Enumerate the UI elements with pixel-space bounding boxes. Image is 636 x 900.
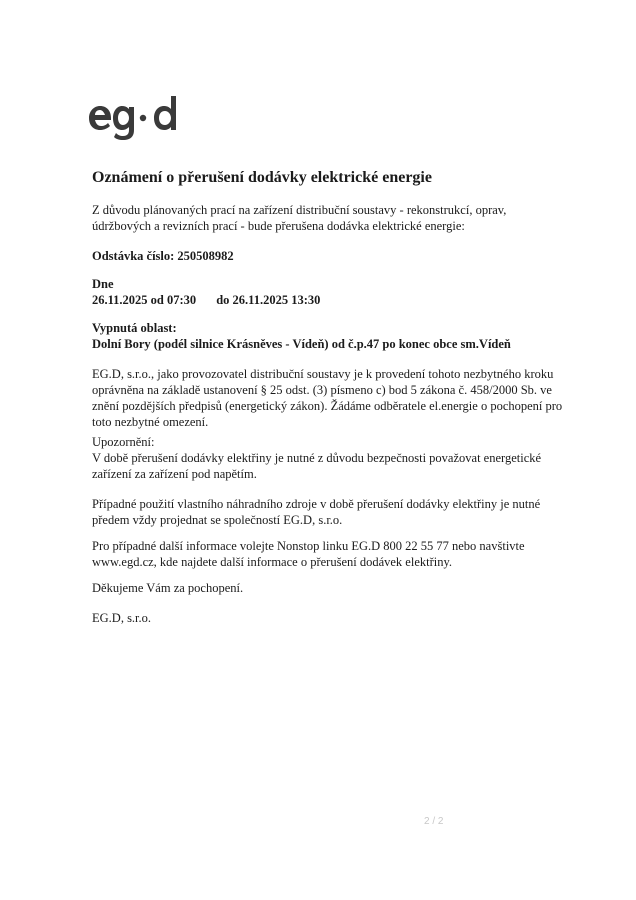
warning-label: Upozornění:	[92, 435, 155, 449]
date-range	[92, 292, 320, 308]
egd-logo	[88, 96, 200, 140]
area-value: Dolní Bory (podél silnice Krásněves - Vídeň) od č.p.47 po konec obce sm.Vídeň	[92, 337, 511, 351]
date-from: 26.11.2025 od 07:30	[92, 293, 197, 307]
legal-line: EG.D, s.r.o., jako provozovatel distribuční soustavy je k provedení tohoto nezbytného kroku	[92, 367, 554, 381]
page-title: Oznámení o přerušení dodávky elektrické energie	[92, 169, 432, 186]
backup-source-line: předem vždy projednat se společností EG.D, s.r.o.	[92, 513, 343, 527]
outage-number: Odstávka číslo: 250508982	[92, 249, 234, 263]
signature: EG.D, s.r.o.	[92, 611, 152, 625]
intro-line: Z důvodu plánovaných prací na zařízení distribuční soustavy - rekonstrukcí, oprav,	[92, 203, 507, 217]
warning-line: V době přerušení dodávky elektřiny je nutné z důvodu bezpečnosti považovat energetické	[92, 451, 542, 465]
legal-line: znění pozdějších předpisů (energetický zákon). Žádáme odběratele el.energie o pochopení pro	[92, 399, 563, 413]
warning-line: zařízení za zařízení pod napětím.	[92, 467, 257, 481]
page-number: 2 / 2	[424, 816, 444, 827]
contact-line: Pro případné další informace volejte Nonstop linku EG.D 800 22 55 77 nebo navštivte	[92, 539, 525, 553]
backup-source-line: Případné použití vlastního náhradního zdroje v době přerušení dodávky elektřiny je nutné	[92, 497, 541, 511]
intro-line: údržbových a revizních prací - bude přerušena dodávka elektrické energie:	[92, 219, 465, 233]
date-label: Dne	[92, 277, 114, 291]
thanks-text: Děkujeme Vám za pochopení.	[92, 581, 244, 595]
contact-line: www.egd.cz, kde najdete další informace o přerušení dodávek elektřiny.	[92, 555, 453, 569]
area-label: Vypnutá oblast:	[92, 321, 177, 335]
legal-line: toto nezbytné omezení.	[92, 415, 209, 429]
date-to: do 26.11.2025 13:30	[216, 293, 321, 307]
legal-line: oprávněna na základě ustanovení § 25 odst. (3) písmeno c) bod 5 zákona č. 458/2000 Sb. ve	[92, 383, 552, 397]
